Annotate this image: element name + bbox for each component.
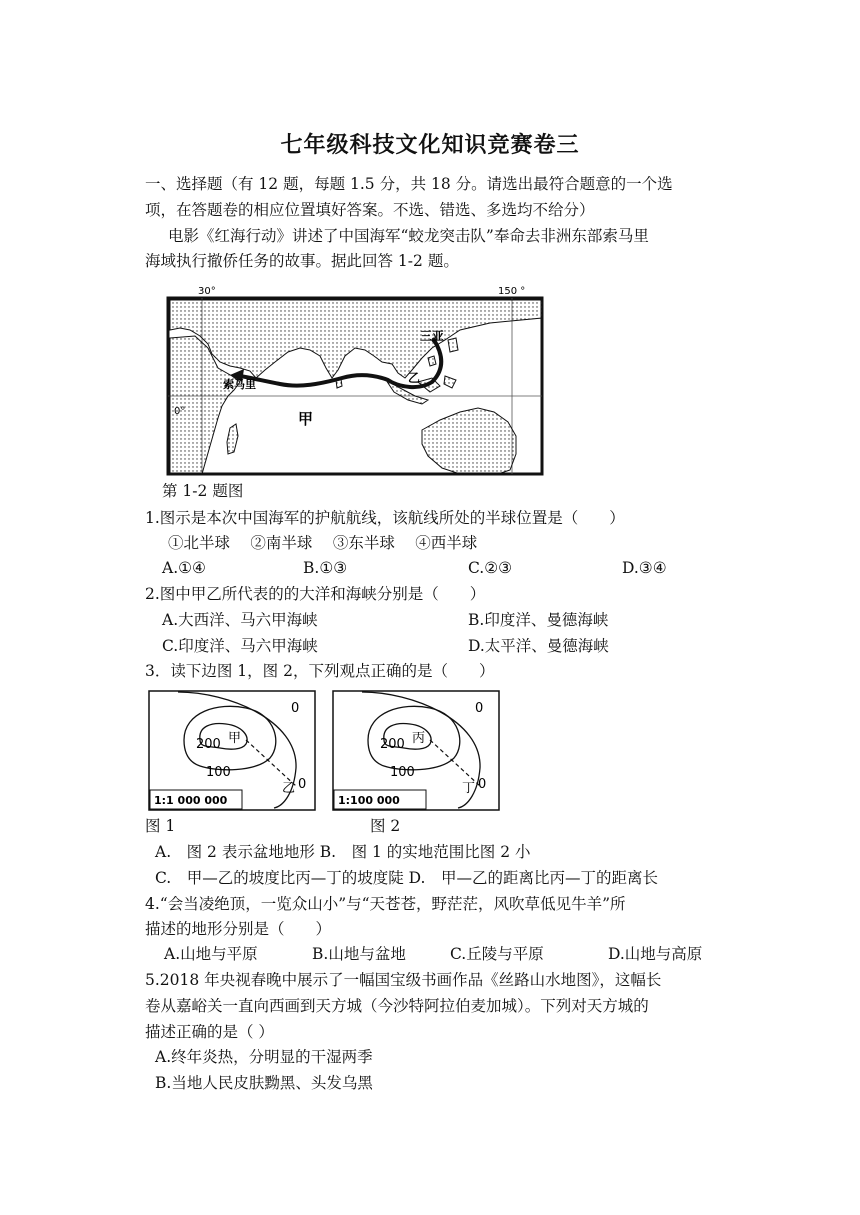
fig2-caption: 图 2 (370, 817, 401, 835)
page-title: 七年级科技文化知识竞赛卷三 (280, 133, 580, 158)
ocean-label-jia: 甲 (298, 410, 314, 428)
q1-option-b: B.①③ (303, 559, 348, 577)
q1-choices: ①北半球 ②南半球 ③东半球 ④西半球 (168, 534, 478, 552)
q5-option-b: B.当地人民皮肤黝黑、头发乌黑 (155, 1074, 373, 1092)
route-map-figure (160, 278, 552, 478)
lon-right-label: 150 ° (498, 286, 526, 297)
map-caption: 第 1-2 题图 (162, 482, 244, 500)
somalia-label: 索马里 (223, 378, 256, 391)
q4-stem-line1: 4.“会当凌绝顶，一览众山小”与“天苍苍，野茫茫，风吹草低见牛羊”所 (145, 895, 626, 913)
fig2-contour-100-label: 100 (390, 765, 415, 780)
intro-line1: 电影《红海行动》讲述了中国海军“蛟龙突击队”奉命去非洲东部索马里 (168, 227, 649, 245)
q2-option-d: D.太平洋、曼德海峡 (468, 637, 609, 655)
q4-option-d: D.山地与高原 (608, 945, 703, 963)
fig1-contour-200-label: 200 (196, 737, 221, 752)
contour-figure-1 (148, 690, 316, 812)
q5-stem-line3: 描述正确的是（ ） (145, 1023, 274, 1041)
fig1-scale: 1:1 000 000 (154, 794, 228, 807)
fig1-point-yi: 乙 (282, 781, 296, 796)
strait-label-yi: 乙 (408, 371, 421, 385)
section-instructions-line1: 一、选择题（有 12 题，每题 1.5 分，共 18 分。请选出最符合题意的一个选 (145, 175, 673, 193)
fig2-contour-200-label: 200 (380, 737, 405, 752)
fig2-point-bing: 丙 (412, 731, 426, 746)
q2-stem: 2.图中甲乙所代表的的大洋和海峡分别是（ ） (145, 585, 486, 603)
fig2-scale: 1:100 000 (338, 794, 400, 807)
fig1-contour-100-label: 100 (206, 765, 231, 780)
fig1-point-jia: 甲 (228, 731, 242, 746)
q3-options-cd: C. 甲—乙的坡度比丙—丁的坡度陡 D. 甲—乙的距离比丙—丁的距离长 (155, 869, 658, 887)
q1-option-a: A.①④ (162, 559, 206, 577)
fig2-contour-0-label: 0 (475, 701, 484, 716)
fig2-point-ding: 丁 (462, 781, 476, 796)
q1-option-d: D.③④ (622, 559, 667, 577)
lon-left-label: 30° (198, 286, 216, 297)
intro-line2: 海域执行撤侨任务的故事。据此回答 1-2 题。 (145, 252, 459, 270)
contour-figure-2 (332, 690, 500, 812)
fig2-point-ding-zero: 0 (478, 777, 487, 792)
q4-stem-line2: 描述的地形分别是（ ） (145, 920, 332, 938)
q3-stem: 3．读下边图 1，图 2，下列观点正确的是（ ） (145, 662, 495, 680)
q1-stem: 1.图示是本次中国海军的护航航线，该航线所处的半球位置是（ ） (145, 509, 625, 527)
q4-option-b: B.山地与盆地 (312, 945, 406, 963)
q4-option-a: A.山地与平原 (164, 945, 258, 963)
section-instructions-line2: 项，在答题卷的相应位置填好答案。不选、错选、多选均不给分） (145, 201, 595, 219)
fig1-point-yi-zero: 0 (298, 777, 307, 792)
q2-option-c: C.印度洋、马六甲海峡 (162, 637, 318, 655)
sanya-label: 三亚 (420, 329, 445, 343)
q3-options-ab: A. 图 2 表示盆地地形 B. 图 1 的实地范围比图 2 小 (155, 843, 531, 861)
equator-label: 0° (174, 406, 186, 417)
q4-option-c: C.丘陵与平原 (450, 945, 544, 963)
q1-option-c: C.②③ (468, 559, 513, 577)
q5-option-a: A.终年炎热，分明显的干湿两季 (155, 1048, 373, 1066)
q2-option-a: A.大西洋、马六甲海峡 (162, 611, 318, 629)
fig1-caption: 图 1 (145, 817, 176, 835)
q5-stem-line2: 卷从嘉峪关一直向西画到天方城（今沙特阿拉伯麦加城）。下列对天方城的 (145, 997, 649, 1015)
q2-option-b: B.印度洋、曼德海峡 (468, 611, 609, 629)
fig1-contour-0-label: 0 (291, 701, 300, 716)
q5-stem-line1: 5.2018 年央视春晚中展示了一幅国宝级书画作品《丝路山水地图》，这幅长 (145, 971, 662, 989)
